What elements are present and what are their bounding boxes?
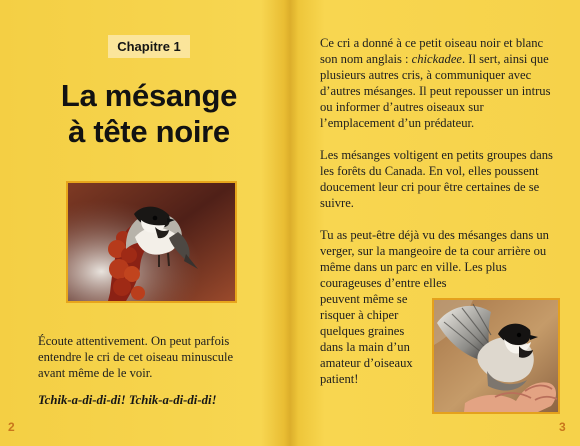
paragraph-1-intro: Ce cri a donné à ce petit oiseau noir et blanc son nom anglais : xyxy=(320,36,544,66)
chickadee-hand-photo xyxy=(432,298,560,414)
chapter-label: Chapitre 1 xyxy=(108,35,190,58)
chickadee-hand-illustration xyxy=(434,300,558,412)
page-number-left: 2 xyxy=(8,420,15,434)
chickadee-call: Tchik-a-di-di-di! Tchik-a-di-di-di! xyxy=(38,393,217,407)
right-text-column xyxy=(320,35,556,291)
page-number-right: 3 xyxy=(559,420,566,434)
paragraph-chickadee-name xyxy=(320,35,556,131)
left-paragraph: Écoute attentivement. On peut parfois entendre le cri de cet oiseau minuscule avant même de le voir. xyxy=(38,334,234,380)
title-line-2: à tête noire xyxy=(68,114,230,149)
chickadee-sumac-photo xyxy=(66,181,237,303)
paragraph-1-rest: . Il sert, ainsi que plusieurs autres cris, à communiquer avec d’autres mésanges. Il peut repousser un intrus ou informer d’autres oiseaux sur l’emplacement d’un prédateur. xyxy=(320,52,551,130)
chickadee-sumac-illustration xyxy=(68,183,235,301)
paragraph-1-english-name: chickadee xyxy=(411,52,462,66)
title-line-1: La mésange xyxy=(60,78,238,113)
paragraph-where-seen: Tu as peut-être déjà vu des mésanges dans un verger, sur la mangeoire de ta cour arrière ou même dans un parc en ville. Les plus courageuses d’entre elles xyxy=(320,228,549,290)
paragraph-flocks: Les mésanges voltigent en petits groupes dans les forêts du Canada. En vol, elles poussent doucement leur cri pour être certaines de se suivre. xyxy=(320,148,553,210)
chapter-title xyxy=(40,78,258,150)
paragraph-wrapped-text: peuvent même se risquer à chiper quelques graines dans la main d’un amateur d’oiseaux patient! xyxy=(320,292,413,386)
